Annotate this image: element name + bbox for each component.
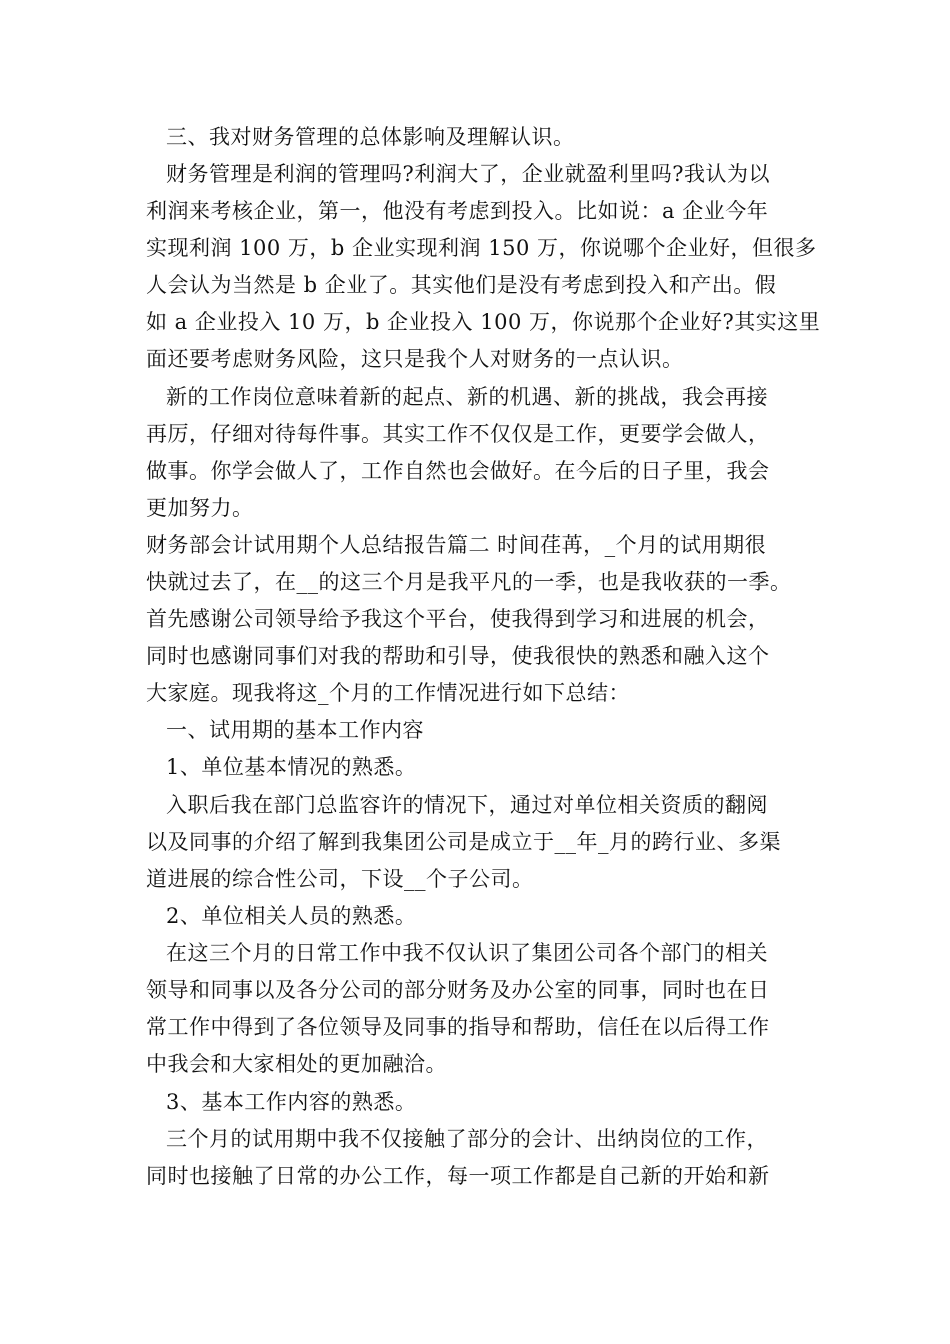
paragraph-line: 实现利润 100 万，b 企业实现利润 150 万，你说哪个企业好，但很多 — [146, 236, 817, 260]
paragraph-line: 以及同事的介绍了解到我集团公司是成立于__年_月的跨行业、多渠 — [146, 830, 781, 854]
paragraph-line: 大家庭。现我将这_个月的工作情况进行如下总结： — [146, 681, 630, 705]
paragraph-line: 再厉，仔细对待每件事。其实工作不仅仅是工作，更要学会做人， — [146, 422, 770, 446]
paragraph-line: 同时也感谢同事们对我的帮助和引导，使我很快的熟悉和融入这个 — [146, 644, 770, 668]
paragraph-line: 做事。你学会做人了，工作自然也会做好。在今后的日子里，我会 — [146, 459, 770, 483]
paragraph-line: 在这三个月的日常工作中我不仅认识了集团公司各个部门的相关 — [166, 941, 768, 965]
paragraph-line: 更加努力。 — [146, 496, 254, 520]
section-heading-3: 三、我对财务管理的总体影响及理解认识。 — [166, 125, 575, 149]
subheading-2: 2、单位相关人员的熟悉。 — [166, 904, 417, 928]
subheading-1: 1、单位基本情况的熟悉。 — [166, 755, 417, 779]
report-title-line: 财务部会计试用期个人总结报告篇二 时间荏苒，_个月的试用期很 — [146, 533, 767, 557]
paragraph-line: 财务管理是利润的管理吗?利润大了，企业就盈利里吗?我认为以 — [166, 162, 771, 186]
paragraph-line: 利润来考核企业，第一，他没有考虑到投入。比如说：a 企业今年 — [146, 199, 769, 223]
paragraph-line: 道进展的综合性公司，下设__个子公司。 — [146, 867, 534, 891]
paragraph-line: 人会认为当然是 b 企业了。其实他们是没有考虑到投入和产出。假 — [146, 273, 777, 297]
paragraph-line: 中我会和大家相处的更加融洽。 — [146, 1052, 447, 1076]
paragraph-line: 快就过去了，在__的这三个月是我平凡的一季，也是我收获的一季。 — [146, 570, 792, 594]
paragraph-line: 面还要考虑财务风险，这只是我个人对财务的一点认识。 — [146, 347, 684, 371]
paragraph-line: 同时也接触了日常的办公工作，每一项工作都是自己新的开始和新 — [146, 1164, 770, 1188]
paragraph-line: 如 a 企业投入 10 万，b 企业投入 100 万，你说那个企业好?其实这里 — [146, 310, 821, 334]
paragraph-line: 常工作中得到了各位领导及同事的指导和帮助，信任在以后得工作 — [146, 1015, 770, 1039]
section-heading-1: 一、试用期的基本工作内容 — [166, 718, 424, 742]
paragraph-line: 新的工作岗位意味着新的起点、新的机遇、新的挑战，我会再接 — [166, 385, 768, 409]
paragraph-line: 首先感谢公司领导给予我这个平台，使我得到学习和进展的机会， — [146, 607, 770, 631]
subheading-3: 3、基本工作内容的熟悉。 — [166, 1090, 417, 1114]
paragraph-line: 三个月的试用期中我不仅接触了部分的会计、出纳岗位的工作， — [166, 1127, 768, 1151]
paragraph-line: 领导和同事以及各分公司的部分财务及办公室的同事，同时也在日 — [146, 978, 770, 1002]
paragraph-line: 入职后我在部门总监容许的情况下，通过对单位相关资质的翻阅 — [166, 793, 768, 817]
